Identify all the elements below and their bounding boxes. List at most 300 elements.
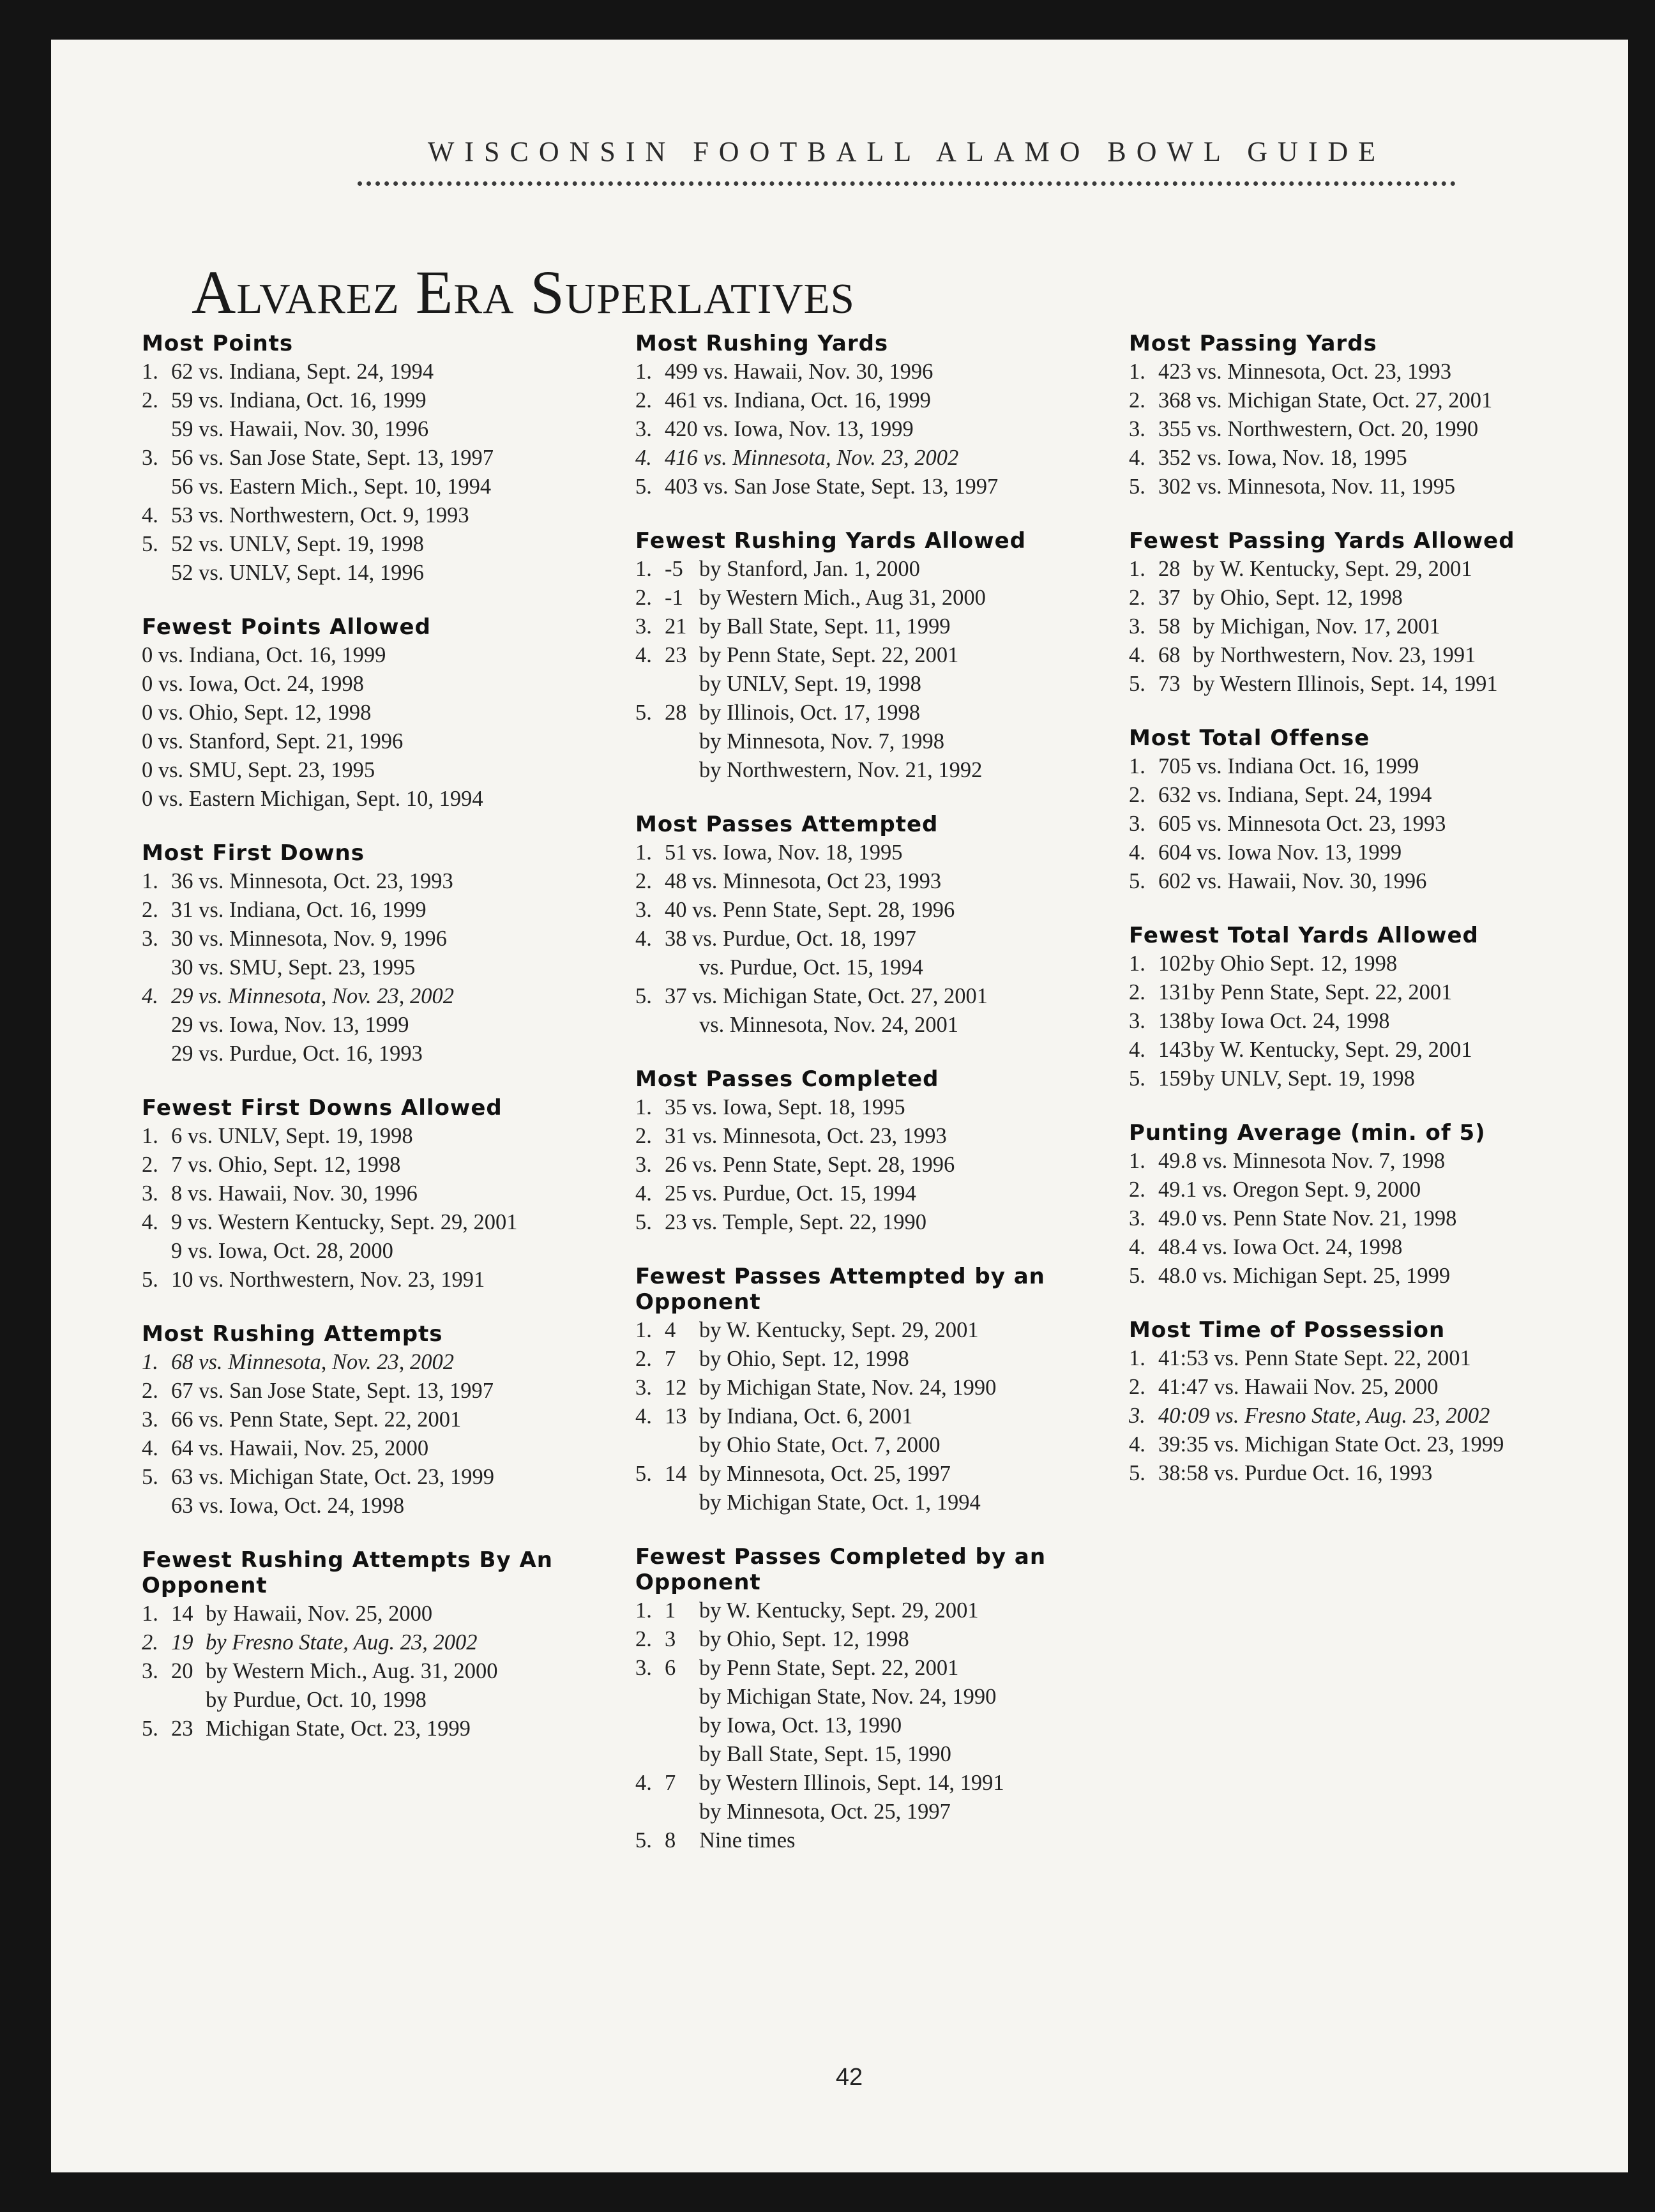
list-item	[142, 1151, 665, 1179]
rank-number: 4 .	[635, 444, 651, 473]
rank-number: 1 .	[635, 1316, 651, 1345]
list-item	[635, 838, 1133, 867]
section-title: Most Passes Attempted	[635, 812, 939, 837]
entry-text: 56 vs. San Jose State, Sept. 13, 1997	[171, 446, 494, 470]
rank-number: 4 .	[1129, 1233, 1144, 1262]
list-item	[635, 1208, 1133, 1237]
list-item	[142, 896, 665, 925]
rank-number: 1 .	[635, 555, 651, 584]
entry-list	[142, 1122, 665, 1294]
list-item	[142, 501, 665, 530]
entry-value: 37	[1158, 586, 1181, 610]
entry-text: 31 vs. Minnesota, Oct. 23, 1993	[665, 1124, 947, 1148]
stat-section	[1129, 331, 1601, 501]
stat-section	[1129, 528, 1601, 699]
entry-value	[665, 1683, 699, 1711]
entry-body	[665, 1711, 902, 1740]
section-title: Fewest Rushing Attempts By An Opponent	[142, 1547, 553, 1598]
list-item	[142, 1179, 665, 1208]
rank-number: 3 .	[142, 1179, 157, 1208]
entry-text: by Minnesota, Oct. 25, 1997	[699, 1462, 951, 1486]
entry-body	[171, 473, 491, 501]
rank-number: 5 .	[1129, 1064, 1144, 1093]
entry-value: 131	[1158, 980, 1191, 1004]
rank-number: 5 .	[1129, 473, 1144, 501]
entry-value: 21	[665, 614, 687, 639]
entry-value: 7	[665, 1347, 676, 1371]
list-item	[635, 612, 1133, 641]
rank-number: 2 .	[1129, 1373, 1144, 1402]
entry-text: by Michigan State, Nov. 24, 1990	[699, 1685, 997, 1709]
entry-body	[171, 1208, 517, 1237]
list-item	[635, 444, 1133, 473]
entry-text: by Ohio Sept. 12, 1998	[1193, 951, 1398, 976]
entry-body	[171, 1463, 494, 1492]
list-item	[142, 1040, 665, 1068]
entry-body	[171, 1237, 393, 1266]
rank-number: 2 .	[635, 386, 651, 415]
entry-value	[665, 670, 699, 699]
rank-number: 1 .	[635, 1093, 651, 1122]
list-item	[142, 1715, 665, 1743]
entry-body	[665, 1345, 909, 1374]
entry-text: 10 vs. Northwestern, Nov. 23, 1991	[171, 1268, 485, 1292]
list-item	[1129, 584, 1601, 612]
list-item	[635, 358, 1133, 386]
entry-body	[1158, 781, 1432, 810]
stat-section	[142, 331, 665, 587]
rank-number: 2 .	[635, 584, 651, 612]
entry-text: by Penn State, Sept. 22, 2001	[699, 643, 959, 667]
column-3	[1129, 331, 1601, 1515]
rank-number: 1 .	[1129, 555, 1144, 584]
entry-body	[171, 1179, 418, 1208]
entry-body	[665, 925, 916, 953]
list-item	[635, 1798, 1133, 1826]
entry-text: 29 vs. Minnesota, Nov. 23, 2002	[171, 984, 455, 1008]
entry-text: 40:09 vs. Fresno State, Aug. 23, 2002	[1158, 1404, 1490, 1428]
rank-number: 5 .	[635, 1208, 651, 1237]
entry-body	[1158, 386, 1492, 415]
entry-text: 63 vs. Michigan State, Oct. 23, 1999	[171, 1465, 494, 1489]
entry-text: 67 vs. San Jose State, Sept. 13, 1997	[171, 1379, 494, 1403]
list-item	[1129, 781, 1601, 810]
entry-text: by Stanford, Jan. 1, 2000	[699, 557, 920, 581]
rank-number: 5 .	[1129, 670, 1144, 699]
stat-section	[635, 812, 1133, 1040]
list-item	[635, 415, 1133, 444]
rank-number: 1 .	[1129, 1344, 1144, 1373]
entry-text: 29 vs. Iowa, Nov. 13, 1999	[171, 1013, 409, 1037]
entry-value: 12	[665, 1375, 687, 1400]
list-item	[635, 641, 1133, 670]
entry-text: by W. Kentucky, Sept. 29, 2001	[1193, 557, 1472, 581]
list-item	[635, 473, 1133, 501]
entry-text: by Western Mich., Aug 31, 2000	[699, 586, 986, 610]
column-1	[142, 331, 665, 1770]
list-item	[635, 1654, 1133, 1683]
list-item	[1129, 1344, 1601, 1373]
entry-body	[1158, 1204, 1456, 1233]
entry-text: 302 vs. Minnesota, Nov. 11, 1995	[1158, 474, 1456, 499]
rank-number: 4 .	[635, 1769, 651, 1798]
entry-body	[665, 1093, 905, 1122]
list-item	[1129, 444, 1601, 473]
entry-body	[665, 1654, 958, 1683]
list-item	[635, 1460, 1133, 1489]
rank-number: 3 .	[1129, 1204, 1144, 1233]
list-item	[635, 1122, 1133, 1151]
entry-value: -1	[665, 586, 683, 610]
list-item	[1129, 1459, 1601, 1488]
list-item	[142, 473, 665, 501]
entry-body	[1158, 358, 1451, 386]
list-item	[142, 415, 665, 444]
list-item	[142, 1377, 665, 1405]
list-item	[1129, 1402, 1601, 1430]
section-title: Fewest Passing Yards Allowed	[1129, 528, 1515, 554]
rank-number: 2 .	[1129, 781, 1144, 810]
entry-list	[1129, 555, 1601, 699]
entry-text: 38:58 vs. Purdue Oct. 16, 1993	[1158, 1461, 1433, 1485]
entry-body	[665, 1402, 912, 1431]
list-item	[1129, 641, 1601, 670]
rank-number: 5 .	[635, 473, 651, 501]
rank-number: 4 .	[142, 1208, 157, 1237]
entry-text: vs. Minnesota, Nov. 24, 2001	[699, 1013, 958, 1037]
entry-body	[1158, 1430, 1504, 1459]
entry-body	[171, 1715, 471, 1743]
entry-value: 14	[665, 1462, 687, 1486]
entry-text: by Penn State, Sept. 22, 2001	[1193, 980, 1453, 1004]
entry-body	[1158, 1344, 1471, 1373]
rank-number: 5 .	[1129, 1459, 1144, 1488]
section-title: Fewest Points Allowed	[142, 614, 431, 640]
entry-text: 62 vs. Indiana, Sept. 24, 1994	[171, 360, 434, 384]
entry-body	[1158, 978, 1452, 1007]
entry-body	[142, 756, 375, 785]
rank-number: 5 .	[142, 1715, 157, 1743]
entry-text: 49.1 vs. Oregon Sept. 9, 2000	[1158, 1178, 1421, 1202]
section-title: Fewest Passes Attempted by an Opponent	[635, 1264, 1045, 1315]
entry-text: 39:35 vs. Michigan State Oct. 23, 1999	[1158, 1432, 1504, 1457]
entry-body	[1158, 612, 1440, 641]
rank-number: 4 .	[635, 1179, 651, 1208]
list-item	[142, 1686, 665, 1715]
entry-body	[1158, 810, 1446, 838]
entry-body	[142, 670, 364, 699]
entry-body	[665, 473, 998, 501]
section-title: Most Passes Completed	[635, 1066, 939, 1092]
list-item	[142, 867, 665, 896]
list-item	[1129, 752, 1601, 781]
entry-value: 4	[665, 1318, 676, 1342]
entry-text: 26 vs. Penn State, Sept. 28, 1996	[665, 1153, 955, 1177]
entry-body	[171, 896, 427, 925]
list-item	[142, 641, 665, 670]
section-title: Most Time of Possession	[1129, 1317, 1446, 1343]
rank-number: 4 .	[142, 501, 157, 530]
rank-number: 1 .	[142, 358, 157, 386]
rank-number: 5 .	[142, 1463, 157, 1492]
entry-value: 102	[1158, 951, 1191, 976]
entry-text: 30 vs. SMU, Sept. 23, 1995	[171, 955, 416, 980]
list-item	[1129, 1233, 1601, 1262]
rank-number: 3 .	[635, 612, 651, 641]
entry-text: 368 vs. Michigan State, Oct. 27, 2001	[1158, 388, 1493, 413]
entry-text: by Iowa Oct. 24, 1998	[1193, 1009, 1390, 1033]
entry-body	[171, 444, 494, 473]
entry-body	[665, 1826, 795, 1855]
rank-number: 1 .	[142, 1122, 157, 1151]
entry-text: 63 vs. Iowa, Oct. 24, 1998	[171, 1494, 405, 1518]
entry-body	[1158, 641, 1476, 670]
entry-body	[665, 1460, 951, 1489]
rank-number: 1 .	[635, 1596, 651, 1625]
list-item	[1129, 358, 1601, 386]
entry-body	[171, 1122, 413, 1151]
entry-body	[665, 838, 902, 867]
entry-body	[665, 555, 920, 584]
entry-body	[171, 415, 428, 444]
list-item	[142, 699, 665, 727]
list-item	[1129, 810, 1601, 838]
entry-body	[665, 1316, 979, 1345]
rank-number: 4 .	[635, 1402, 651, 1431]
entry-text: by Ohio, Sept. 12, 1998	[699, 1627, 909, 1651]
entry-body	[171, 1600, 432, 1628]
entry-text: by Ball State, Sept. 15, 1990	[699, 1742, 951, 1766]
entry-value: 3	[665, 1627, 676, 1651]
entry-text: 30 vs. Minnesota, Nov. 9, 1996	[171, 927, 447, 951]
entry-body	[1158, 1007, 1390, 1036]
entry-list	[635, 1596, 1133, 1855]
rank-number: 5 .	[635, 982, 651, 1011]
entry-body	[1158, 1262, 1450, 1291]
entry-text: 420 vs. Iowa, Nov. 13, 1999	[665, 417, 914, 441]
rank-number: 5 .	[635, 699, 651, 727]
entry-value: 138	[1158, 1009, 1191, 1033]
list-item	[635, 386, 1133, 415]
stat-section	[142, 1095, 665, 1294]
entry-text: 7 vs. Ohio, Sept. 12, 1998	[171, 1153, 401, 1177]
list-item	[142, 982, 665, 1011]
entry-list	[635, 1093, 1133, 1237]
list-item	[635, 925, 1133, 953]
list-item	[142, 1600, 665, 1628]
list-item	[1129, 1262, 1601, 1291]
list-item	[142, 785, 665, 814]
entry-text: 461 vs. Indiana, Oct. 16, 1999	[665, 388, 931, 413]
entry-value: 23	[665, 643, 687, 667]
list-item	[1129, 415, 1601, 444]
entry-body	[171, 1405, 461, 1434]
entry-body	[171, 501, 469, 530]
entry-text: 68 vs. Minnesota, Nov. 23, 2002	[171, 1350, 455, 1374]
entry-text: 6 vs. UNLV, Sept. 19, 1998	[171, 1124, 413, 1148]
entry-value: 13	[665, 1404, 687, 1428]
list-item	[142, 1348, 665, 1377]
list-item	[142, 530, 665, 559]
entry-value	[665, 1798, 699, 1826]
column-2	[635, 331, 1133, 1882]
section-title: Fewest Passes Completed by an Opponent	[635, 1544, 1047, 1595]
entry-text: 64 vs. Hawaii, Nov. 25, 2000	[171, 1436, 429, 1460]
list-item	[635, 1596, 1133, 1625]
entry-value: 20	[171, 1659, 193, 1683]
rank-number: 4 .	[1129, 1430, 1144, 1459]
entry-body	[1158, 444, 1407, 473]
list-item	[635, 896, 1133, 925]
entry-body	[142, 785, 483, 814]
entry-value: 19	[171, 1630, 193, 1655]
entry-body	[665, 756, 982, 785]
entry-text: 48 vs. Minnesota, Oct 23, 1993	[665, 869, 942, 893]
entry-value	[171, 1686, 206, 1715]
entry-body	[1158, 555, 1472, 584]
list-item	[142, 670, 665, 699]
entry-body	[171, 1011, 409, 1040]
rank-number: 2 .	[635, 1122, 651, 1151]
entry-list	[142, 1600, 665, 1743]
entry-text: 8 vs. Hawaii, Nov. 30, 1996	[171, 1181, 418, 1206]
entry-text: by Fresno State, Aug. 23, 2002	[206, 1630, 478, 1655]
list-item	[1129, 1147, 1601, 1176]
list-item	[142, 1405, 665, 1434]
entry-text: 602 vs. Hawaii, Nov. 30, 1996	[1158, 869, 1427, 893]
rank-number: 3 .	[635, 896, 651, 925]
entry-text: 35 vs. Iowa, Sept. 18, 1995	[665, 1095, 905, 1119]
page-number: 42	[835, 2064, 863, 2091]
list-item	[1129, 670, 1601, 699]
entry-body	[1158, 1233, 1402, 1262]
stat-section	[635, 1544, 1133, 1855]
entry-value: 1	[665, 1598, 676, 1623]
entry-text: by Western Mich., Aug. 31, 2000	[206, 1659, 498, 1683]
entry-text: by Ball State, Sept. 11, 1999	[699, 614, 951, 639]
entry-text: 52 vs. UNLV, Sept. 14, 1996	[171, 561, 424, 585]
entry-value: -5	[665, 557, 683, 581]
entry-value: 6	[665, 1656, 676, 1680]
list-item	[142, 953, 665, 982]
entry-text: 499 vs. Hawaii, Nov. 30, 1996	[665, 360, 933, 384]
entry-body	[665, 953, 923, 982]
entry-text: 51 vs. Iowa, Nov. 18, 1995	[665, 840, 903, 865]
entry-body	[665, 641, 958, 670]
list-item	[635, 727, 1133, 756]
rank-number: 3 .	[1129, 415, 1144, 444]
rank-number: 2 .	[635, 1345, 651, 1374]
entry-text: by Iowa, Oct. 13, 1990	[699, 1713, 902, 1738]
list-item	[635, 1011, 1133, 1040]
list-item	[142, 358, 665, 386]
rank-number: 5 .	[142, 1266, 157, 1294]
entry-value: 58	[1158, 614, 1181, 639]
entry-text: 36 vs. Minnesota, Oct. 23, 1993	[171, 869, 453, 893]
entry-body	[1158, 1147, 1445, 1176]
entry-value	[665, 756, 699, 785]
list-item	[1129, 1036, 1601, 1064]
entry-text: 25 vs. Purdue, Oct. 15, 1994	[665, 1181, 916, 1206]
entry-body	[171, 530, 424, 559]
entry-text: 56 vs. Eastern Mich., Sept. 10, 1994	[171, 474, 492, 499]
entry-body	[1158, 1036, 1472, 1064]
entry-value	[665, 953, 699, 982]
rank-number: 4 .	[1129, 444, 1144, 473]
rank-number: 3 .	[142, 1657, 157, 1686]
list-item	[142, 1208, 665, 1237]
header-dotted-rule	[358, 181, 1456, 186]
list-item	[142, 1122, 665, 1151]
entry-body	[171, 1657, 498, 1686]
stat-section	[142, 840, 665, 1068]
rank-number: 2 .	[142, 386, 157, 415]
rank-number: 5 .	[635, 1460, 651, 1489]
entry-value: 7	[665, 1771, 676, 1795]
entry-text: by Purdue, Oct. 10, 1998	[206, 1688, 427, 1712]
entry-text: 53 vs. Northwestern, Oct. 9, 1993	[171, 503, 469, 527]
entry-body	[1158, 473, 1455, 501]
entry-body	[665, 1625, 909, 1654]
entry-body	[665, 358, 933, 386]
entry-text: 29 vs. Purdue, Oct. 16, 1993	[171, 1042, 423, 1066]
entry-body	[1158, 1176, 1421, 1204]
list-item	[635, 1179, 1133, 1208]
entry-value	[665, 1740, 699, 1769]
list-item	[635, 1374, 1133, 1402]
entry-body	[665, 415, 914, 444]
entry-list	[142, 358, 665, 587]
entry-body	[171, 982, 454, 1011]
entry-text: by W. Kentucky, Sept. 29, 2001	[699, 1598, 979, 1623]
entry-list	[1129, 1147, 1601, 1291]
section-title: Most First Downs	[142, 840, 365, 866]
entry-text: 23 vs. Temple, Sept. 22, 1990	[665, 1210, 926, 1234]
stat-section	[1129, 923, 1601, 1093]
entry-body	[665, 1151, 955, 1179]
list-item	[635, 1402, 1133, 1431]
list-item	[635, 1683, 1133, 1711]
entry-body	[171, 925, 447, 953]
entry-body	[1158, 415, 1478, 444]
entry-value: 28	[665, 701, 687, 725]
list-item	[142, 925, 665, 953]
entry-body	[171, 358, 434, 386]
entry-list	[142, 1348, 665, 1520]
entry-value	[665, 727, 699, 756]
rank-number: 1 .	[1129, 358, 1144, 386]
rank-number: 2 .	[142, 1377, 157, 1405]
stat-section	[142, 1321, 665, 1520]
rank-number: 4 .	[635, 925, 651, 953]
list-item	[1129, 1176, 1601, 1204]
entry-text: by Northwestern, Nov. 21, 1992	[699, 758, 983, 782]
rank-number: 1 .	[1129, 752, 1144, 781]
entry-body	[142, 727, 403, 756]
list-item	[635, 584, 1133, 612]
entry-body	[142, 641, 386, 670]
entry-list	[635, 358, 1133, 501]
stat-section	[1129, 1120, 1601, 1291]
rank-number: 5 .	[1129, 1262, 1144, 1291]
rank-number: 3 .	[142, 1405, 157, 1434]
entry-value: 14	[171, 1602, 193, 1626]
entry-text: 49.0 vs. Penn State Nov. 21, 1998	[1158, 1206, 1457, 1231]
entry-value	[665, 1489, 699, 1517]
entry-body	[665, 584, 986, 612]
list-item	[635, 1431, 1133, 1460]
entry-body	[665, 1596, 979, 1625]
